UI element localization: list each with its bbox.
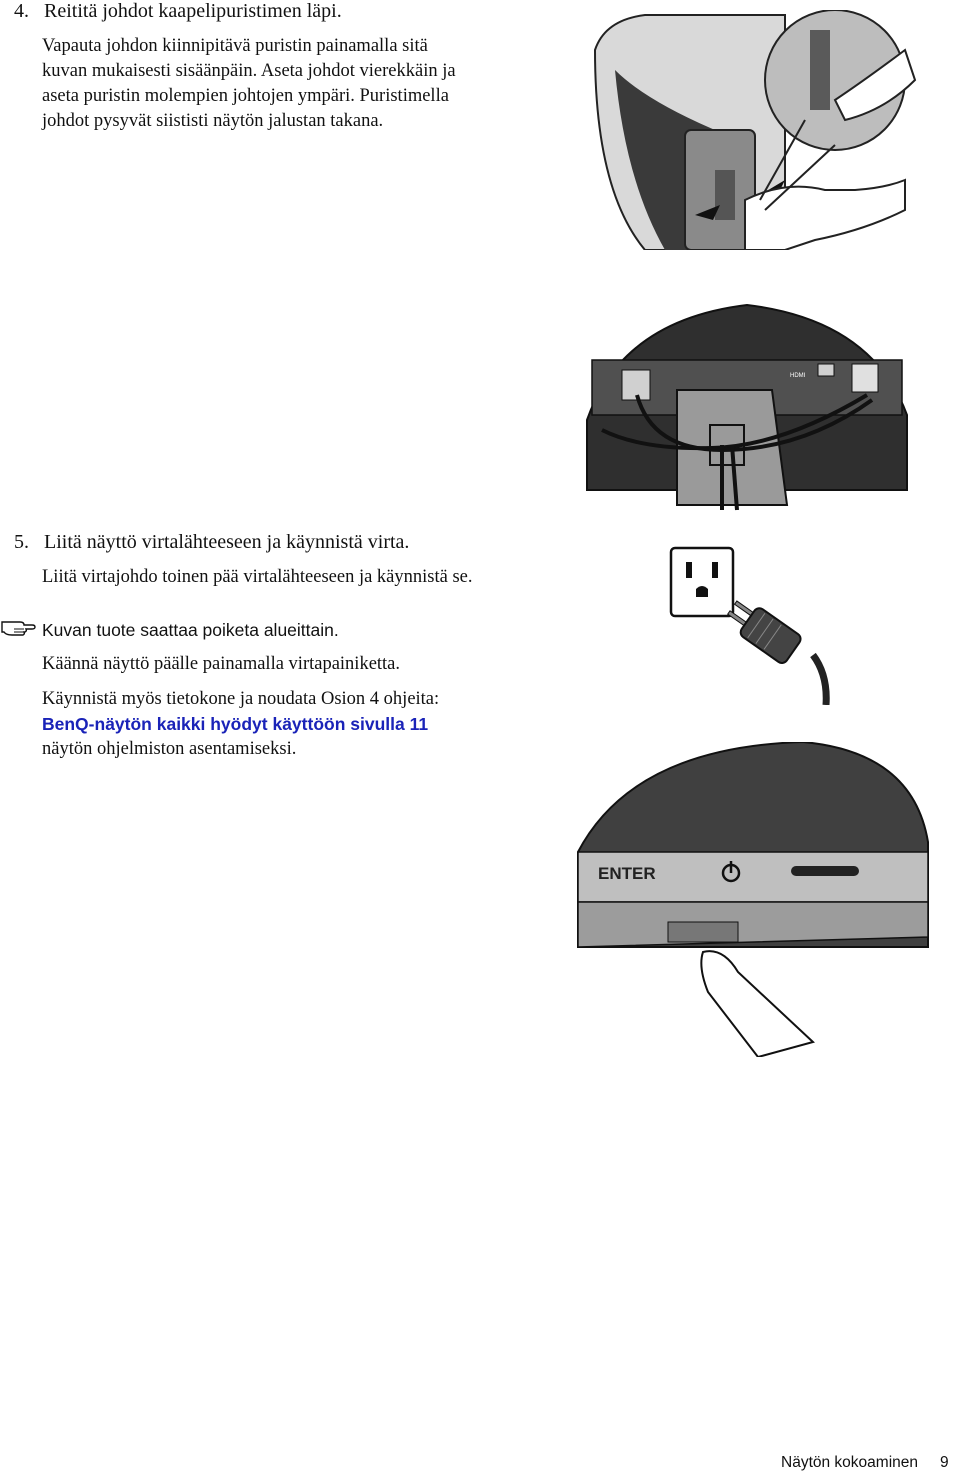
step-5-title: Liitä näyttö virtalähteeseen ja käynnistä virta. (44, 531, 410, 553)
step-5-line-1: Liitä virtajohdo toinen pää virtalähteeseen ja käynnistä se. (42, 567, 473, 587)
step-4-line-3: aseta puristin molempien johtojen ympäri. Puristimella (42, 86, 449, 106)
cable-clip-illustration (585, 10, 925, 250)
step-4-body (42, 34, 456, 134)
step-5-line-2: Käännä näyttö päälle painamalla virtapainiketta. (42, 654, 401, 674)
pointing-hand-icon (0, 614, 36, 638)
enter-label: ENTER (598, 864, 656, 883)
step-4-title: Reititä johdot kaapelipuristimen läpi. (44, 0, 342, 22)
footer-section-title: Näytön kokoaminen (781, 1454, 918, 1471)
step-5-line-4: näytön ohjelmiston asentamiseksi. (42, 739, 297, 759)
footer-page-number: 9 (940, 1454, 949, 1471)
step-4-number: 4. (14, 0, 29, 22)
hdmi-port-label: HDMI (790, 373, 806, 379)
benq-link[interactable]: BenQ-näytön kaikki hyödyt käyttöön sivulla 11 (42, 714, 429, 734)
step-4-line-2: kuvan mukaisesti sisäänpäin. Aseta johdot vierekkäin ja (42, 61, 456, 81)
note-text: Kuvan tuote saattaa poiketa alueittain. (42, 620, 339, 640)
step-5-number: 5. (14, 531, 29, 553)
power-button-illustration (573, 742, 933, 1057)
rear-ports-illustration (582, 300, 912, 515)
power-outlet-illustration (668, 545, 838, 705)
step-4-line-4: johdot pysyvät siististi näytön jalustan takana. (42, 111, 384, 131)
step-4-line-1: Vapauta johdon kiinnipitävä puristin painamalla sitä (42, 36, 428, 56)
step-5-line-3: Käynnistä myös tietokone ja noudata Osion 4 ohjeita: (42, 689, 440, 709)
